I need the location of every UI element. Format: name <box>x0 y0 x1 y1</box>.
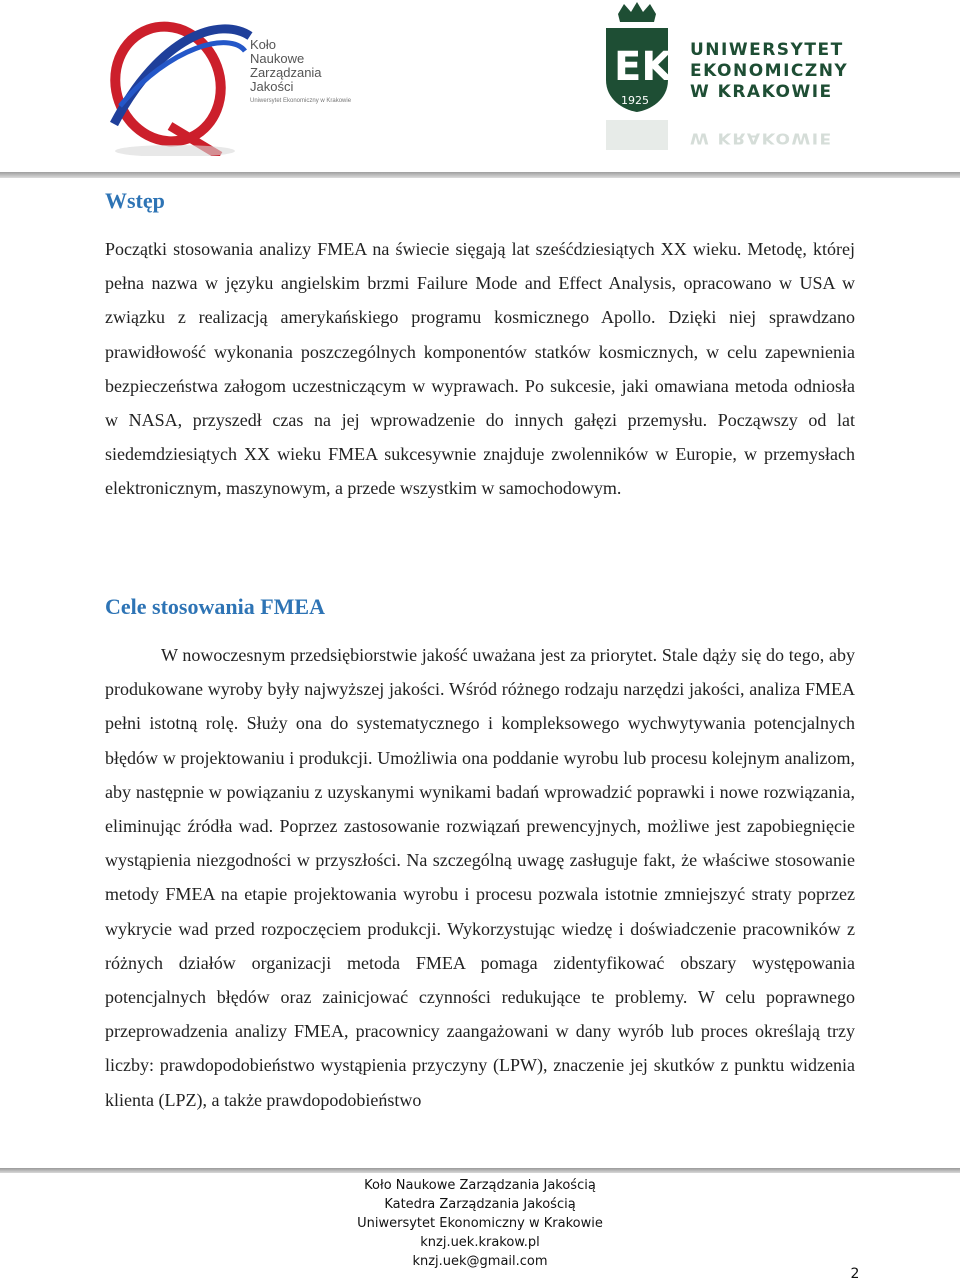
page-footer <box>280 1176 680 1271</box>
footer-line: Katedra Zarządzania Jakością <box>384 1197 576 1212</box>
section-body-goals: W nowoczesnym przedsiębiorstwie jakość uważana jest za priorytet. Stale dąży się do tego, aby produkowane wyroby były najwyższej jakości. Wśród różnego rodzaju narzędzi jakości, analiza FMEA pełni istotną rolę. Służy ona do systematycznego i kompleksowego wychwytywania potencjalnych błędów w projektowaniu i produkcji. Umożliwia ona poddanie wyrobu lub procesu kolejnym analizom, aby następnie w powiązaniu z uzyskanymi wynikami badań wprowadzić poprawki i nowe rozwiązania, eliminując źródła wad. Poprzez zastosowanie rozwiązań prewencyjnych, możliwe jest zapobiegnięcie wystąpienia niezgodności w przyszłości. Na szczególną uwagę zasługuje fakt, że właściwe stosowanie metody FMEA na etapie projektowania wyrobu i procesu pozwala istotnie zmniejszyć straty poprzez wykrycie wad przed rozpoczęciem produkcji. Wykorzystując wiedzę i doświadczenie pracowników z różnych działów organizacji metoda FMEA pomaga zidentyfikować obszary występowania potencjalnych błędów oraz zainicjować czynności redukujące te problemy. W celu poprawnego przeprowadzenia analizy FMEA, pracownicy zaangażowani w dany wyrób lub proces określają trzy liczby: prawdopodobieństwo wystąpienia przyczyny (LPW), znaczenie jej skutków z punktu widzenia klienta (LPZ), a także prawdopodobieństwo <box>105 645 855 1110</box>
footer-divider <box>0 1168 960 1173</box>
uek-crest-icon <box>600 0 675 160</box>
page-header <box>0 0 960 172</box>
section-body-intro: Początki stosowania analizy FMEA na świecie sięgają lat sześćdziesiątych XX wieku. Metodę, której pełna nazwa w języku angielskim brzmi Failure Mode and Effect Analysis, opracowano w USA w związku z realizacją amerykańskiego programu kosmicznego Apollo. Dzięki niej sprawdzano prawidłowość wykonania poszczególnych komponentów statków kosmicznych, w celu zapewnienia bezpieczeństwa załogom uczestniczącym w wyprawach. Po sukcesie, jaki omawiana metoda odniosła w NASA, przyszedł czas na jej wprowadzenie do innych gałęzi przemysłu. Począwszy od lat siedemdziesiątych XX wieku FMEA sukcesywnie znajduje zwolenników w Europie, w przemysłach elektronicznym, maszynowym, a przede wszystkim w samochodowym. <box>105 239 855 499</box>
section-heading-intro: Wstęp <box>105 188 165 213</box>
footer-line: Uniwersytet Ekonomiczny w Krakowie <box>357 1216 603 1231</box>
section-heading-goals: Cele stosowania FMEA <box>105 594 325 619</box>
page-number: 2 <box>850 1266 860 1282</box>
knzj-logo-text: Koło Naukowe Zarządzania Jakości <box>250 37 322 94</box>
footer-line: Koło Naukowe Zarządzania Jakością <box>364 1178 596 1193</box>
uek-logo-reflection: W KRAKOWIE <box>690 129 833 147</box>
svg-text:EK: EK <box>614 44 673 90</box>
svg-text:1925: 1925 <box>621 94 649 107</box>
footer-email[interactable]: knzj.uek@gmail.com <box>412 1254 548 1269</box>
header-divider <box>0 172 960 178</box>
footer-link[interactable]: knzj.uek.krakow.pl <box>420 1235 540 1250</box>
knzj-logo-subtitle: Uniwersytet Ekonomiczny w Krakowie <box>250 98 352 104</box>
uek-logo-text: UNIWERSYTET EKONOMICZNY W KRAKOWIE <box>690 40 849 102</box>
